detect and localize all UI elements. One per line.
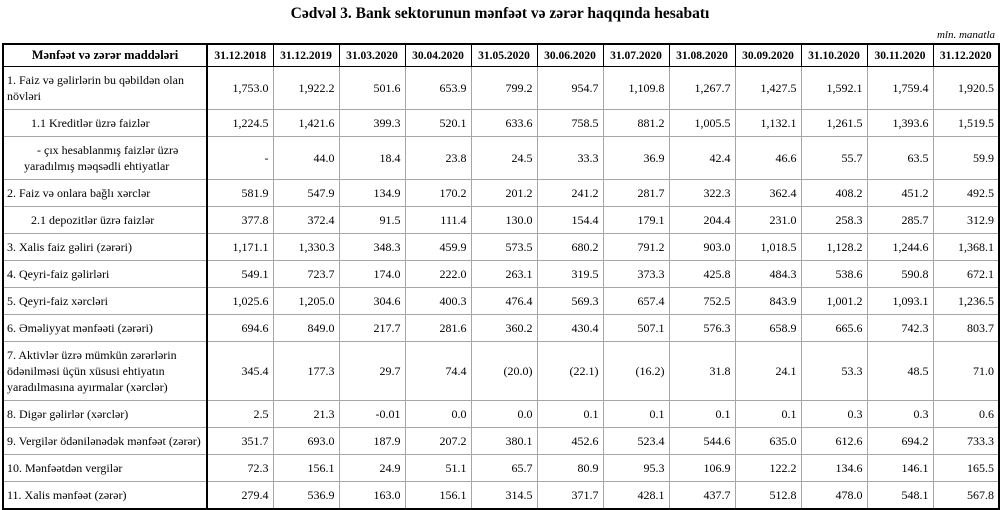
value-cell: 1,005.5: [669, 110, 735, 137]
table-row: [3, 261, 999, 288]
value-cell: 95.3: [603, 455, 669, 482]
value-cell: 281.6: [405, 315, 471, 342]
value-cell: 55.7: [801, 137, 867, 180]
value-cell: 372.4: [273, 207, 339, 234]
value-cell: 492.5: [933, 180, 999, 207]
table-row: [3, 315, 999, 342]
value-cell: 520.1: [405, 110, 471, 137]
value-cell: 279.4: [207, 482, 273, 510]
table-row: [3, 67, 999, 110]
value-cell: 36.9: [603, 137, 669, 180]
value-cell: 80.9: [537, 455, 603, 482]
value-cell: 501.6: [339, 67, 405, 110]
value-cell: 1,001.2: [801, 288, 867, 315]
column-header-date: 31.03.2020: [339, 44, 405, 67]
value-cell: 207.2: [405, 428, 471, 455]
row-label: 1. Faiz və gəlirlərin bu qəbildən olan növləri: [3, 67, 207, 110]
value-cell: 241.2: [537, 180, 603, 207]
value-cell: 1,427.5: [735, 67, 801, 110]
value-cell: 665.6: [801, 315, 867, 342]
column-header-date: 30.11.2020: [867, 44, 933, 67]
value-cell: 31.8: [669, 342, 735, 401]
value-cell: 849.0: [273, 315, 339, 342]
value-cell: 345.4: [207, 342, 273, 401]
table-row: [3, 455, 999, 482]
row-label: 6. Əməliyyat mənfəəti (zərəri): [3, 315, 207, 342]
value-cell: 428.1: [603, 482, 669, 510]
value-cell: 187.9: [339, 428, 405, 455]
value-cell: 742.3: [867, 315, 933, 342]
column-header-date: 31.12.2020: [933, 44, 999, 67]
value-cell: 201.2: [471, 180, 537, 207]
column-header-date: 31.07.2020: [603, 44, 669, 67]
row-label: 5. Qeyri-faiz xərcləri: [3, 288, 207, 315]
value-cell: 44.0: [273, 137, 339, 180]
value-cell: 373.3: [603, 261, 669, 288]
row-label: 11. Xalis mənfəət (zərər): [3, 482, 207, 510]
column-header-date: 30.06.2020: [537, 44, 603, 67]
value-cell: 156.1: [273, 455, 339, 482]
value-cell: 156.1: [405, 482, 471, 510]
value-cell: 547.9: [273, 180, 339, 207]
value-cell: 165.5: [933, 455, 999, 482]
value-cell: 1,261.5: [801, 110, 867, 137]
value-cell: 567.8: [933, 482, 999, 510]
value-cell: 0.1: [669, 401, 735, 428]
row-label: 2.1 depozitlər üzrə faizlər: [3, 207, 207, 234]
table-row: [3, 482, 999, 510]
unit-note: mln. manatla: [936, 29, 995, 41]
value-cell: 231.0: [735, 207, 801, 234]
value-cell: 1,330.3: [273, 234, 339, 261]
value-cell: 523.4: [603, 428, 669, 455]
value-cell: 319.5: [537, 261, 603, 288]
row-label: 10. Mənfəətdən vergilər: [3, 455, 207, 482]
value-cell: 177.3: [273, 342, 339, 401]
value-cell: 72.3: [207, 455, 273, 482]
value-cell: 1,093.1: [867, 288, 933, 315]
table-row: [3, 180, 999, 207]
value-cell: 1,753.0: [207, 67, 273, 110]
value-cell: 451.2: [867, 180, 933, 207]
row-label: 9. Vergilər ödənilənədək mənfəət (zərər): [3, 428, 207, 455]
value-cell: 360.2: [471, 315, 537, 342]
value-cell: -: [207, 137, 273, 180]
table-row: [3, 110, 999, 137]
value-cell: 134.9: [339, 180, 405, 207]
value-cell: 590.8: [867, 261, 933, 288]
value-cell: 538.6: [801, 261, 867, 288]
value-cell: 843.9: [735, 288, 801, 315]
value-cell: 154.4: [537, 207, 603, 234]
value-cell: 122.2: [735, 455, 801, 482]
table-row: [3, 234, 999, 261]
value-cell: 573.5: [471, 234, 537, 261]
value-cell: 179.1: [603, 207, 669, 234]
value-cell: 478.0: [801, 482, 867, 510]
value-cell: 400.3: [405, 288, 471, 315]
value-cell: -0.01: [339, 401, 405, 428]
column-header-date: 31.08.2020: [669, 44, 735, 67]
value-cell: 1,519.5: [933, 110, 999, 137]
value-cell: 314.5: [471, 482, 537, 510]
value-cell: 633.6: [471, 110, 537, 137]
value-cell: 24.1: [735, 342, 801, 401]
value-cell: 0.6: [933, 401, 999, 428]
value-cell: 42.4: [669, 137, 735, 180]
value-cell: 222.0: [405, 261, 471, 288]
value-cell: 0.3: [867, 401, 933, 428]
column-header-date: 30.09.2020: [735, 44, 801, 67]
value-cell: 285.7: [867, 207, 933, 234]
column-header-date: 31.12.2018: [207, 44, 273, 67]
value-cell: 2.5: [207, 401, 273, 428]
value-cell: 0.0: [471, 401, 537, 428]
table-row: [3, 207, 999, 234]
value-cell: 548.1: [867, 482, 933, 510]
value-cell: 130.0: [471, 207, 537, 234]
column-header-date: 30.04.2020: [405, 44, 471, 67]
row-label: 8. Digər gəlirlər (xərclər): [3, 401, 207, 428]
value-cell: 24.9: [339, 455, 405, 482]
value-cell: 304.6: [339, 288, 405, 315]
value-cell: 71.0: [933, 342, 999, 401]
value-cell: 46.6: [735, 137, 801, 180]
value-cell: 170.2: [405, 180, 471, 207]
value-cell: 163.0: [339, 482, 405, 510]
value-cell: 693.0: [273, 428, 339, 455]
table-row: [3, 137, 999, 180]
row-label: 1.1 Kreditlər üzrə faizlər: [3, 110, 207, 137]
value-cell: 694.6: [207, 315, 273, 342]
value-cell: 694.2: [867, 428, 933, 455]
value-cell: 217.7: [339, 315, 405, 342]
value-cell: 576.3: [669, 315, 735, 342]
value-cell: 106.9: [669, 455, 735, 482]
column-header-date: 31.05.2020: [471, 44, 537, 67]
value-cell: 452.6: [537, 428, 603, 455]
value-cell: 1,368.1: [933, 234, 999, 261]
value-cell: 312.9: [933, 207, 999, 234]
value-cell: 799.2: [471, 67, 537, 110]
value-cell: 437.7: [669, 482, 735, 510]
row-label: 3. Xalis faiz gəliri (zərəri): [3, 234, 207, 261]
value-cell: 1,132.1: [735, 110, 801, 137]
value-cell: 752.5: [669, 288, 735, 315]
value-cell: 380.1: [471, 428, 537, 455]
value-cell: 1,244.6: [867, 234, 933, 261]
value-cell: 63.5: [867, 137, 933, 180]
value-cell: 1,393.6: [867, 110, 933, 137]
row-label: - çıx hesablanmış faizlər üzrə yaradılmış məqsədli ehtiyatlar: [3, 137, 207, 180]
value-cell: 408.2: [801, 180, 867, 207]
value-cell: 484.3: [735, 261, 801, 288]
value-cell: 1,025.6: [207, 288, 273, 315]
value-cell: 281.7: [603, 180, 669, 207]
value-cell: 0.1: [603, 401, 669, 428]
value-cell: 51.1: [405, 455, 471, 482]
row-label-header: Mənfəət və zərər maddələri: [3, 44, 207, 67]
value-cell: 0.3: [801, 401, 867, 428]
value-cell: 1,171.1: [207, 234, 273, 261]
value-cell: 536.9: [273, 482, 339, 510]
value-cell: 569.3: [537, 288, 603, 315]
value-cell: 377.8: [207, 207, 273, 234]
value-cell: (20.0): [471, 342, 537, 401]
value-cell: 59.9: [933, 137, 999, 180]
value-cell: 954.7: [537, 67, 603, 110]
value-cell: 0.1: [735, 401, 801, 428]
value-cell: 1,128.2: [801, 234, 867, 261]
value-cell: 1,018.5: [735, 234, 801, 261]
table-row: [3, 428, 999, 455]
value-cell: 48.5: [867, 342, 933, 401]
value-cell: 0.0: [405, 401, 471, 428]
value-cell: 612.6: [801, 428, 867, 455]
value-cell: 348.3: [339, 234, 405, 261]
value-cell: 672.1: [933, 261, 999, 288]
value-cell: 263.1: [471, 261, 537, 288]
column-header-date: 31.10.2020: [801, 44, 867, 67]
value-cell: 21.3: [273, 401, 339, 428]
value-cell: 1,920.5: [933, 67, 999, 110]
value-cell: 91.5: [339, 207, 405, 234]
table-row: [3, 288, 999, 315]
table-title: Cədvəl 3. Bank sektorunun mənfəət və zərər haqqında hesabatı: [290, 5, 710, 22]
value-cell: 549.1: [207, 261, 273, 288]
header-row: [3, 44, 999, 67]
row-label: 2. Faiz və onlara bağlı xərclər: [3, 180, 207, 207]
profit-loss-table: [2, 43, 1000, 510]
value-cell: 459.9: [405, 234, 471, 261]
value-cell: 1,759.4: [867, 67, 933, 110]
row-label: 7. Aktivlər üzrə mümkün zərərlərin ödənilməsi üçün xüsusi ehtiyatın yaradılmasına ayırmalar (xərclər): [3, 342, 207, 401]
table-header: [3, 44, 999, 67]
value-cell: 134.6: [801, 455, 867, 482]
value-cell: 507.1: [603, 315, 669, 342]
value-cell: 1,267.7: [669, 67, 735, 110]
value-cell: 322.3: [669, 180, 735, 207]
value-cell: 581.9: [207, 180, 273, 207]
value-cell: 1,224.5: [207, 110, 273, 137]
value-cell: 24.5: [471, 137, 537, 180]
value-cell: 1,205.0: [273, 288, 339, 315]
value-cell: (16.2): [603, 342, 669, 401]
value-cell: 146.1: [867, 455, 933, 482]
value-cell: 791.2: [603, 234, 669, 261]
value-cell: 1,922.2: [273, 67, 339, 110]
value-cell: 399.3: [339, 110, 405, 137]
value-cell: 1,236.5: [933, 288, 999, 315]
value-cell: 658.9: [735, 315, 801, 342]
value-cell: 903.0: [669, 234, 735, 261]
value-cell: 425.8: [669, 261, 735, 288]
column-header-date: 31.12.2019: [273, 44, 339, 67]
value-cell: 74.4: [405, 342, 471, 401]
value-cell: 657.4: [603, 288, 669, 315]
value-cell: 204.4: [669, 207, 735, 234]
value-cell: 0.1: [537, 401, 603, 428]
value-cell: 430.4: [537, 315, 603, 342]
value-cell: 653.9: [405, 67, 471, 110]
value-cell: 53.3: [801, 342, 867, 401]
value-cell: 881.2: [603, 110, 669, 137]
value-cell: 635.0: [735, 428, 801, 455]
value-cell: 29.7: [339, 342, 405, 401]
value-cell: 476.4: [471, 288, 537, 315]
value-cell: 680.2: [537, 234, 603, 261]
value-cell: 371.7: [537, 482, 603, 510]
value-cell: 733.3: [933, 428, 999, 455]
value-cell: 512.8: [735, 482, 801, 510]
value-cell: 111.4: [405, 207, 471, 234]
table-row: [3, 401, 999, 428]
table-row: [3, 342, 999, 401]
value-cell: 174.0: [339, 261, 405, 288]
value-cell: 18.4: [339, 137, 405, 180]
value-cell: (22.1): [537, 342, 603, 401]
value-cell: 351.7: [207, 428, 273, 455]
value-cell: 1,421.6: [273, 110, 339, 137]
value-cell: 723.7: [273, 261, 339, 288]
value-cell: 803.7: [933, 315, 999, 342]
value-cell: 1,109.8: [603, 67, 669, 110]
table-body: [3, 67, 999, 510]
value-cell: 758.5: [537, 110, 603, 137]
value-cell: 23.8: [405, 137, 471, 180]
value-cell: 362.4: [735, 180, 801, 207]
value-cell: 544.6: [669, 428, 735, 455]
value-cell: 65.7: [471, 455, 537, 482]
value-cell: 258.3: [801, 207, 867, 234]
value-cell: 33.3: [537, 137, 603, 180]
row-label: 4. Qeyri-faiz gəlirləri: [3, 261, 207, 288]
value-cell: 1,592.1: [801, 67, 867, 110]
